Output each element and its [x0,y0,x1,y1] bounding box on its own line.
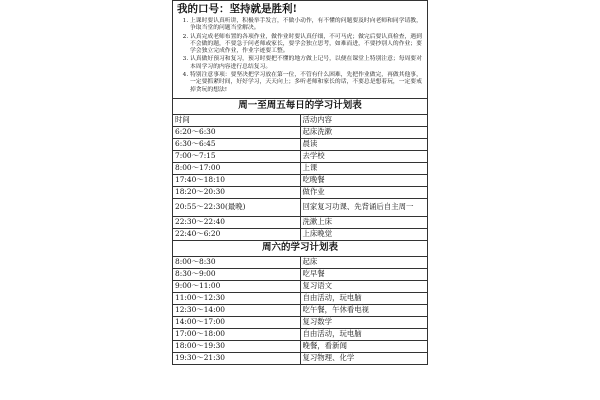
activity-cell: 上床晚觉 [300,228,428,240]
header-time: 时间 [173,114,301,126]
activity-cell: 吃晚餐 [300,174,428,186]
time-cell: 18:20～20:30 [173,186,301,198]
table-header-row [173,114,428,126]
activity-cell: 去学校 [300,150,428,162]
table-row [173,340,428,352]
saturday-title-row [173,240,428,256]
saturday-table-title: 周六的学习计划表 [173,240,428,256]
time-cell: 7:00～7:15 [173,150,301,162]
activity-cell: 复习语文 [300,280,428,292]
table-row [173,256,428,268]
activity-cell: 复习数学 [300,316,428,328]
activity-cell: 晚餐，看新闻 [300,340,428,352]
time-cell: 19:30～21:30 [173,352,301,364]
activity-cell: 复习物理、化学 [300,352,428,364]
table-row [173,126,428,138]
time-cell: 6:20～6:30 [173,126,301,138]
motto-section [172,0,428,98]
table-row [173,304,428,316]
activity-cell: 回家复习功课、先背诵后自主周一 [300,198,428,216]
table-row [173,174,428,186]
table-row [173,292,428,304]
activity-cell: 上课 [300,162,428,174]
header-activity: 活动内容 [300,114,428,126]
rule-item: 1. 上课时要认真听讲，积极举手发言，不做小动作，有不懂的问题要及时向老师和同学请教，争取当堂的问题当堂解决。 [190,18,423,33]
table-row [173,268,428,280]
table-row [173,150,428,162]
time-cell: 22:30～22:40 [173,216,301,228]
rules-list [177,18,423,94]
table-row [173,138,428,150]
table-row [173,328,428,340]
time-cell: 8:00～17:00 [173,162,301,174]
activity-cell: 晨读 [300,138,428,150]
table-row [173,352,428,364]
weekday-table-title: 周一至周五每日的学习计划表 [173,98,428,114]
rule-item: 4. 特别注意事项：要坚决把学习放在第一位，不管有什么困难，先把作业做完，再做其他事，一定要抓紧时间，好好学习，天天向上；多听老师和家长的话，不要总是想着玩，一定要戒掉贪玩的想法! [190,72,423,94]
activity-cell: 自由活动，玩电脑 [300,328,428,340]
time-cell: 18:00～19:30 [173,340,301,352]
rule-item: 3. 认真做好预习和复习，预习时要把不懂的地方做上记号，以便在课堂上特别注意；每周要对本周学习的内容进行总结复习。 [190,56,423,71]
table-row [173,316,428,328]
activity-cell: 洗漱上床 [300,216,428,228]
time-cell: 8:30～9:00 [173,268,301,280]
table-row [173,162,428,174]
activity-cell: 做作业 [300,186,428,198]
rule-item: 2. 认真完成老师布置的各项作业，做作业时要认真仔细，不可马虎；做完后要认真检查，遇到不会做的题，不要急于问老师或家长，要学会独立思考，如难而进，不要抄别人的作业；要学会独立完成作业，作业字迹要工整。 [190,34,423,56]
schedule-table [172,98,428,365]
time-cell: 14:00～17:00 [173,316,301,328]
weekday-title-row [173,98,428,114]
table-row [173,216,428,228]
time-cell: 17:00～18:00 [173,328,301,340]
table-row [173,186,428,198]
time-cell: 22:40～6:20 [173,228,301,240]
time-cell: 8:00～8:30 [173,256,301,268]
study-plan-document [172,0,428,400]
activity-cell: 起床 [300,256,428,268]
time-cell: 6:30～6:45 [173,138,301,150]
time-cell: 20:55～22:30(最晚) [173,198,301,216]
time-cell: 9:00～11:00 [173,280,301,292]
motto-heading: 我的口号：坚持就是胜利! [177,3,298,15]
time-cell: 11:00～12:30 [173,292,301,304]
activity-cell: 吃午餐，午休看电视 [300,304,428,316]
table-row [173,280,428,292]
table-row [173,228,428,240]
time-cell: 12:30～14:00 [173,304,301,316]
activity-cell: 吃早餐 [300,268,428,280]
table-row [173,198,428,216]
activity-cell: 起床洗漱 [300,126,428,138]
activity-cell: 自由活动，玩电脑 [300,292,428,304]
time-cell: 17:40～18:10 [173,174,301,186]
